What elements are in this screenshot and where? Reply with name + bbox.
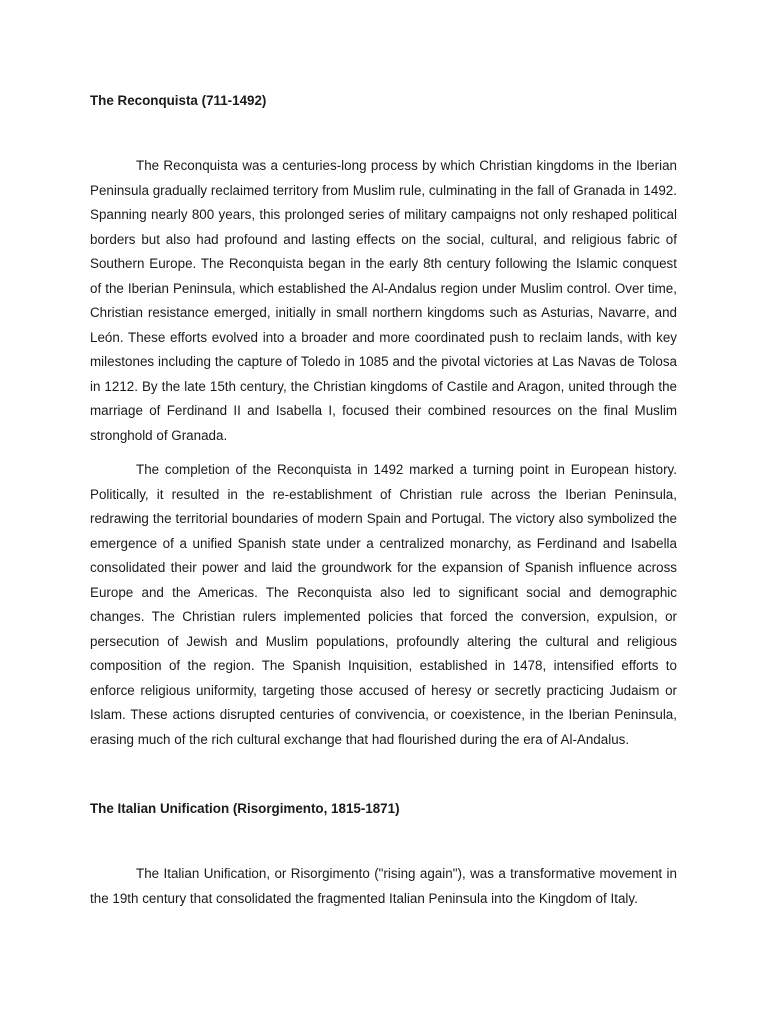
reconquista-paragraph-2: The completion of the Reconquista in 1492 marked a turning point in European history. Politically, it resulted in the re-establishment of Christian rule across the Iberian Peninsula, redrawing the territorial boundaries of modern Spain and Portugal. The victory also symbolized the emergence of a unified Spanish state under a centralized monarchy, as Ferdinand and Isabella consolidated their power and laid the groundwork for the expansion of Spanish influence across Europe and the Americas. The Reconquista also led to significant social and demographic changes. The Christian rulers implemented policies that forced the conversion, expulsion, or persecution of Jewish and Muslim populations, profoundly altering the cultural and religious composition of the region. The Spanish Inquisition, established in 1478, intensified efforts to enforce religious uniformity, targeting those accused of heresy or secretly practicing Judaism or Islam. These actions disrupted centuries of convivencia, or coexistence, in the Iberian Peninsula, erasing much of the rich cultural exchange that had flourished during the era of Al-Andalus. (90, 462, 677, 747)
spacer (90, 448, 677, 458)
section-heading-reconquista: The Reconquista (711-1492) (90, 93, 267, 108)
spacer (90, 752, 677, 793)
spacer (90, 825, 677, 862)
document-body (90, 85, 677, 911)
section-heading-italian-unification: The Italian Unification (Risorgimento, 1815-1871) (90, 801, 400, 816)
italian-unification-paragraph-1: The Italian Unification, or Risorgimento ("rising again"), was a transformative movement in the 19th century that consolidated the fragmented Italian Peninsula into the Kingdom of Italy. (90, 866, 677, 906)
reconquista-paragraph-1: The Reconquista was a centuries-long process by which Christian kingdoms in the Iberian Peninsula gradually reclaimed territory from Muslim rule, culminating in the fall of Granada in 1492. Spanning nearly 800 years, this prolonged series of military campaigns not only reshaped political borders but also had profound and lasting effects on the social, cultural, and religious fabric of Southern Europe. The Reconquista began in the early 8th century following the Islamic conquest of the Iberian Peninsula, which established the Al-Andalus region under Muslim control. Over time, Christian resistance emerged, initially in small northern kingdoms such as Asturias, Navarre, and León. These efforts evolved into a broader and more coordinated push to reclaim lands, with key milestones including the capture of Toledo in 1085 and the pivotal victories at Las Navas de Tolosa in 1212. By the late 15th century, the Christian kingdoms of Castile and Aragon, united through the marriage of Ferdinand II and Isabella I, focused their combined resources on the final Muslim stronghold of Granada. (90, 158, 677, 443)
spacer (90, 117, 677, 154)
